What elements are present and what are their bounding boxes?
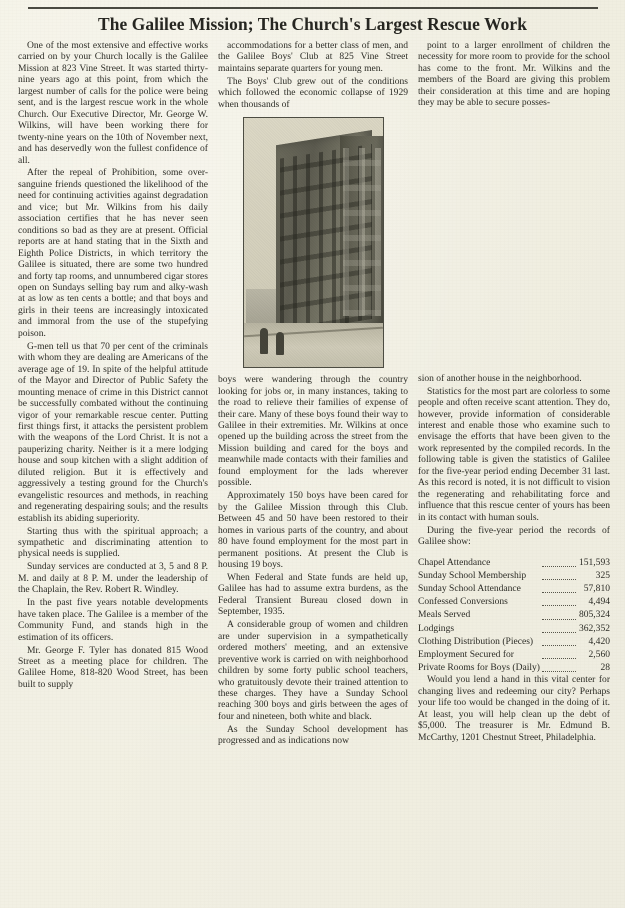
statistic-value: 2,560 <box>588 648 610 660</box>
paragraph: In the past five years notable developments have taken place. The Galilee is a member of the Community Fund, and stands high in the estimation of its officers. <box>18 597 208 643</box>
statistic-label: Chapel Attendance <box>418 556 491 568</box>
table-row <box>418 635 610 648</box>
header-rule <box>28 7 598 9</box>
paragraph: Statistics for the most part are colorless to some people and often receive scant attention. They do, however, provide information of considerable interest and enable those who examine such to envisage the efforts that have been given to the work represented by the compiled records. In the following table is given the statistics of Galilee for the five-year period ending December 31 last. As this record is noted, it is not difficult to vision the regenerating and rehabilitating force and influence that this rescue center of yours has been in its contact with human souls. <box>418 385 610 523</box>
paragraph: Starting thus with the spiritual approach; a sympathetic and discriminating attention to physical needs is supplied. <box>18 525 208 560</box>
statistic-value: 57,810 <box>583 582 610 594</box>
dot-leader <box>542 582 576 595</box>
statistic-label: Lodgings <box>418 622 455 634</box>
statistic-label: Private Rooms for Boys (Daily) <box>418 662 540 674</box>
paragraph: After the repeal of Prohibition, some over-sanguine friends questioned the likelihood of the need for continuing activities against degradation and vice; but Mr. Wilkins from his daily association certifies that he has never seen conditions so bad as they are at present. Official reports are at hand stating that in the Sixth and Eighth Police Districts, in which territory the Galilee is situated, there are some two hundred and forty tap rooms, and unnumbered cigar stores open on Sundays selling bay rum and alky-wash at as low as ten cents a bottle; and that boys and girls in their teens are increasingly intoxicated and immoral from the use of the stupefying poison. <box>18 167 208 339</box>
dot-leader <box>542 648 576 661</box>
statistic-value: 805,324 <box>578 609 610 621</box>
statistic-value: 151,593 <box>578 556 610 568</box>
paragraph: Sunday services are conducted at 3, 5 and 8 P. M. and daily at 8 P. M. under the leadership of the Chaplain, the Rev. Robert R. Windley. <box>18 561 208 596</box>
galilee-statistics-table <box>418 556 610 675</box>
paragraph: accommodations for a better class of men, and the Galilee Boys' Club at 825 Vine Street maintains separate quarters for young men. <box>218 40 408 74</box>
paragraph: As the Sunday School development has progressed and as indications now <box>218 723 408 747</box>
statistic-value: 4,420 <box>588 635 610 647</box>
column-three <box>418 40 610 743</box>
paragraph: point to a larger enrollment of children the necessity for more room to provide for the school has come to the front. Mr. Wilkins and the members of the Board are giving this problem their consideration at this time and are hoping they may be able to secure posses- <box>418 40 610 109</box>
paragraph: boys were wandering through the country looking for jobs or, in many instances, taking to the road to relieve their families of expense of their care. Many of these boys found their way to Galilee in their extremities. Mr. Wilkins at once opened up the building across the street from the Mission building and cared for the boys and meanwhile made contacts with their families and found employment for the lads wherever possible. <box>218 374 408 489</box>
dot-leader <box>542 635 576 648</box>
paragraph: G-men tell us that 70 per cent of the criminals with whom they are dealing are Americans of the average age of 19. In spite of the helpful attitude of the Mayor and Director of Public Safety the mounting menace of crime in this District cannot be successfully combated without the continuing vigor of your remarkable rescue center. Putting first things first, it attacks the persistent problem with the weapons of the Lord Christ. It is not a pauperizing charity. Neither is it a mere lodging house and soup kitchen with a slight addition of diluted religion. But it is effectively and aggressively a testing ground for the Church's evangelistic resources and methods, in reaching and regenerating despairing souls; and the results establish its abiding superiority. <box>18 340 208 524</box>
paragraph: A considerable group of women and children are under supervision in a sympathetically ordered mothers' meeting, and an extensive preventive work is carried on with neighborhood children by some forty public school teachers, who gratuitously devote their trained attention to these charges. They have a Sunday School reaching 300 boys and girls between the ages of four and nineteen, both white and black. <box>218 619 408 722</box>
statistic-label: Meals Served <box>418 609 471 621</box>
paragraph: When Federal and State funds are held up, Galilee has had to assume extra burdens, as the Federal Transient Bureau closed down in September, 1935. <box>218 571 408 618</box>
table-row <box>418 608 610 621</box>
page-title: The Galilee Mission; The Church's Largest Rescue Work <box>98 14 527 34</box>
mission-photograph <box>243 117 384 368</box>
paragraph: Would you lend a hand in this vital center for changing lives and redeeming our city? Perhaps your life too would be changed in the doing of it. At least, you will help clean up the debt of $5,000. The treasurer is Mr. Edmund B. McCarthy, 1201 Chestnut Street, Philadelphia. <box>418 674 610 743</box>
dot-leader <box>542 661 576 674</box>
statistics-rows <box>418 556 610 675</box>
table-row <box>418 595 610 608</box>
table-row <box>418 569 610 582</box>
mission-photograph-wrapper <box>218 117 408 368</box>
photo-gutter-spacer <box>418 116 610 367</box>
statistic-value: 325 <box>595 569 610 581</box>
paragraph: Mr. George F. Tyler has donated 815 Wood Street as a meeting place for children. The Galilee Home, 818-820 Wood Street, has been built to supply <box>18 644 208 690</box>
statistic-label: Employment Secured for <box>418 648 514 660</box>
dot-leader <box>542 608 576 621</box>
dot-leader <box>542 595 576 608</box>
statistic-value: 28 <box>600 662 610 674</box>
paragraph: One of the most extensive and effective works carried on by your Church locally is the Galilee Mission at 823 Vine Street. It was started thirty-nine years ago at this point, from which the largest number of calls for the police were being sent, and is the largest rescue work in the whole Church. Our Executive Director, Mr. George W. Wilkins, will have been working there for twenty-nine years on the 10th of November next, and has deservedly won the fullest confidence of all. <box>18 40 208 166</box>
statistic-value: 362,352 <box>578 622 610 634</box>
column-two <box>218 40 408 747</box>
statistic-label: Confessed Conversions <box>418 596 508 608</box>
table-row <box>418 582 610 595</box>
paragraph: During the five-year period the records of Galilee show: <box>418 524 610 548</box>
table-row <box>418 556 610 569</box>
dot-leader <box>542 556 576 569</box>
dot-leader <box>542 622 576 635</box>
statistic-label: Sunday School Attendance <box>418 582 521 594</box>
table-row <box>418 622 610 635</box>
table-row <box>418 648 610 661</box>
dot-leader <box>542 569 576 582</box>
paragraph: Approximately 150 boys have been cared for by the Galilee Mission through this Club. Between 45 and 50 have been restored to their homes in various parts of the country, and about 80 have found employment for the most part in permanent positions. At present the Club is housing 19 boys. <box>218 490 408 570</box>
photo-halftone-texture <box>244 118 383 367</box>
paragraph: sion of another house in the neighborhood. <box>418 372 582 384</box>
paragraph: The Boys' Club grew out of the conditions which followed the economic collapse of 1929 when thousands of <box>218 75 408 110</box>
statistic-label: Clothing Distribution (Pieces) <box>418 635 534 647</box>
column-one <box>18 40 208 690</box>
table-row <box>418 661 610 674</box>
statistic-value: 4,494 <box>588 596 610 608</box>
statistic-label: Sunday School Membership <box>418 569 527 581</box>
article-columns <box>18 40 610 900</box>
